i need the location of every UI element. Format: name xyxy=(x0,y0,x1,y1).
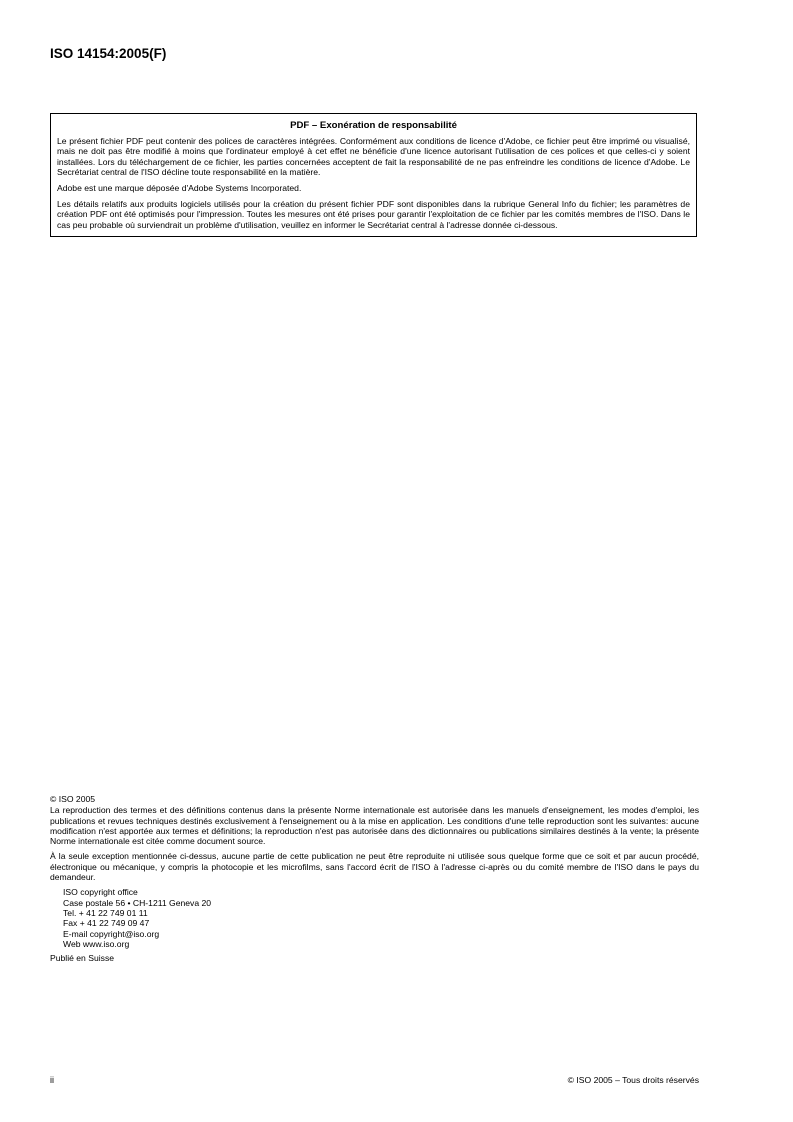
address-line: Fax + 41 22 749 09 47 xyxy=(63,918,150,929)
copyright-paragraph: À la seule exception mentionnée ci-dessus, aucune partie de cette publication ne peut être reproduite ni utilisée sous quelque forme que ce soit et par aucun procédé, électronique ou mécanique, y compris la photocopie et les microfilms, sans l'accord écrit de l'ISO à l'adresse ci-après ou du comité membre de l'ISO dans le pays du demandeur. xyxy=(50,851,699,883)
published-in: Publié en Suisse xyxy=(50,953,115,964)
address-line: E-mail copyright@iso.org xyxy=(63,928,160,939)
page-number: ii xyxy=(50,1075,54,1085)
iso-address-block xyxy=(63,887,699,949)
copyright-paragraph: La reproduction des termes et des définitions contenus dans la présente Norme internationale est autorisée dans les manuels d'enseignement, les modes d'emploi, les publications et revues techniques destinés exclusivement à l'enseignement ou à la mise en application. Les conditions d'une telle reproduction sont les suivantes: aucune modification n'est apportée aux termes et définitions; la reproduction n'est pas autorisée dans des dictionnaires ou publications similaires destinés à la vente; la présente Norme internationale est citée comme document source. xyxy=(50,805,699,847)
disclaimer-title: PDF – Exonération de responsabilité xyxy=(290,120,457,131)
address-line: ISO copyright office xyxy=(63,887,138,898)
document-id: ISO 14154:2005(F) xyxy=(50,46,167,61)
pdf-disclaimer-box xyxy=(50,113,697,237)
disclaimer-paragraph: Les détails relatifs aux produits logiciels utilisés pour la création du présent fichier PDF sont disponibles dans la rubrique General Info du fichier; les paramètres de création PDF ont été optimisés pour l'impression. Toutes les mesures ont été prises pour garantir l'exploitation de ce fichier par les comités membres de l'ISO. Dans le cas peu probable où surviendrait un problème d'utilisation, veuillez en informer le Secrétariat central à l'adresse donnée ci-dessous. xyxy=(57,199,690,230)
disclaimer-paragraph: Adobe est une marque déposée d'Adobe Systems Incorporated. xyxy=(57,183,302,194)
copyright-section xyxy=(50,794,699,968)
address-line: Tel. + 41 22 749 01 11 xyxy=(63,907,148,918)
footer-rights: © ISO 2005 – Tous droits réservés xyxy=(567,1075,699,1085)
address-line: Case postale 56 • CH-1211 Geneva 20 xyxy=(63,897,212,908)
copyright-heading: © ISO 2005 xyxy=(50,794,96,804)
disclaimer-paragraph: Le présent fichier PDF peut contenir des polices de caractères intégrées. Conformément aux conditions de licence d'Adobe, ce fichier peut être imprimé ou visualisé, mais ne doit pas être modifié à moins que l'ordinateur employé à cet effet ne bénéficie d'une licence autorisant l'utilisation de ces polices et que celles-ci y soient installées. Lors du téléchargement de ce fichier, les parties concernées acceptent de fait la responsabilité de ne pas enfreindre les conditions de licence d'Adobe. Le Secrétariat central de l'ISO décline toute responsabilité en la matière. xyxy=(57,136,690,177)
address-line: Web www.iso.org xyxy=(63,938,130,949)
